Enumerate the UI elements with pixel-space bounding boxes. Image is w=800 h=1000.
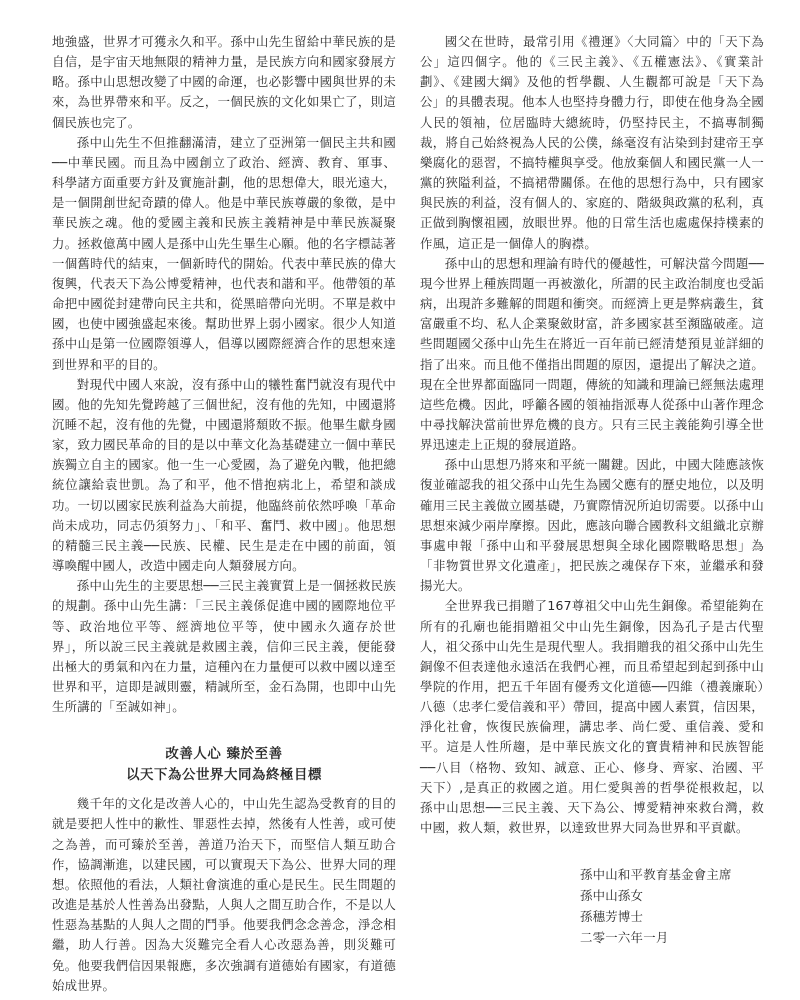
paragraph-bronze-statues: 全世界我已捐贈了167尊祖父中山先生銅像。希望能夠在所有的孔廟也能捐贈祖父中山先生銅像，因為孔子是古代聖人，祖父孫中山先生是現代聖人。我捐贈我的祖父孫中山先生銅像不但表達他永遠活在我們心裡，而且希望起到起到孫中山學院的作用，把五千年固有優秀文化道德──四維（禮義廉恥）八德（忠孝仁愛信義和平）帶回，提高中國人素質，信因果，淨化社會，恢復民族倫理，講忠孝、尚仁愛、重信義、愛和平。這是人性所趨，是中華民族文化的寶貴精神和民族智能──八目（格物、致知、誠意、正心、修身、齊家、治國、平天下）,是真正的救國之道。用仁愛與善的哲學從根救起，以孫中山思想──三民主義、天下為公、博愛精神來救台灣，救中國，救人類，救世界，以達致世界大同為世界和平貢獻。: [420, 598, 764, 836]
signature-name: 孫穗芳博士: [580, 909, 644, 925]
signature-relation: 孫中山孫女: [580, 888, 644, 904]
paragraph-continued: 地強盛，世界才可獲永久和平。孫中山先生留給中華民族的是自信，是宇宙天地無限的精神力量，是民族方向和國家發展方略。孫中山思想改變了中國的命運，也必影響中國與世界的未來，為世界帶來和平。反之，一個民族的文化如果亡了，則這個民族也完了。: [52, 34, 396, 130]
right-column: [420, 32, 764, 948]
signature-title: 孫中山和平教育基金會主席: [580, 867, 732, 883]
signature-block: [420, 864, 764, 948]
paragraph-three-principles: 孫中山先生的主要思想──三民主義實質上是一個拯救民族的規劃。孫中山先生講：「三民主義係促進中國的國際地位平等、政治地位平等、經濟地位平等，使中國永久適存於世界」，所以說三民主義就是救國主義，信仰三民主義，便能發出極大的勇氣和內在力量，這種內在力量便可以救中國以達至世界和平，這即是誠則靈，精誠所至，金石為開，也即中山先生所講的「至誠如神」。: [52, 578, 396, 715]
paragraph-peaceful-unification: 孫中山思想乃將來和平統一關鍵。因此，中國大陸應該恢復並確認我的祖父孫中山先生為國父應有的歷史地位，以及明確用三民主義做立國基礎，乃實際情況所迫切需要。以孫中山思想來減少兩岸摩擦。因此，應該向聯合國教科文組織北京辦事處申報「孫中山和平發展思想與全球化國際戰略思想」為「非物質世界文化遺產」，把民族之魂保存下來，並繼承和發揚光大。: [420, 457, 764, 594]
paragraph-modern-relevance: 孫中山的思想和理論有時代的優越性，可解決當今問題──現今世界上種族問題一再被激化，所謂的民主政治制度也受詬病，出現許多難解的問題和衝突。而經濟上更是弊病叢生，貧富嚴重不均、私人企業聚斂財富，許多國家甚至瀕臨破產。這些問題國父孫中山先生在將近一百年前已經清楚預見並詳細的指了出來。而且他不僅指出問題的原因，還提出了解決之道。現在全世界都面臨同一問題，傳統的知識和理論已經無法處理這些危機。因此，呼籲各國的領袖指派專人從孫中山著作理念中尋找解決當前世界危機的良方。只有三民主義能夠引導全世界迅速走上正規的發展道路。: [420, 255, 764, 453]
signature-date: 二零一六年一月: [580, 930, 669, 946]
paragraph-sun-yatsen-republic: 孫中山先生不但推翻滿清，建立了亞洲第一個民主共和國──中華民國。而且為中國創立了政治、經濟、教育、軍事、科學諸方面重要方針及實施計劃，他的思想偉大，眼光遠大，是一個開創世紀奇蹟的偉人。他是中華民族尊嚴的象徵，是中華民族之魂。他的愛國主義和民族主義精神是中華民族凝聚力。拯救億萬中國人是孫中山先生畢生心願。他的名字標誌著一個舊時代的結束，一個新時代的開始。代表中華民族的偉大復興，代表天下為公博愛精神，也代表和諧和平。他帶領的革命把中國從封建帶向民主共和，從黑暗帶向光明。不單是救中國，也使中國強盛起來後。幫助世界上弱小國家。很少人知道孫中山是第一位國際領導人，倡導以國際經濟合作的思想來達到世界和平的目的。: [52, 134, 396, 372]
paragraph-improve-heart: 幾千年的文化是改善人心的，中山先生認為受教育的目的就是要把人性中的歉性、罪惡性去掉，然後有人性善，或可使之為善，而可臻於至善，善道乃治天下，而堅信人類互助合作，協調漸進，以建民國，可以實現天下為公、世界大同的理想。依照他的看法，人類社會演進的重心是民生。民生問題的改進是基於人性善為出發點，人與人之間互助合作，不是以人性惡為基點的人與人之間的鬥爭。他要我們念念善念，淨念相繼，助人行善。因為大災難完全看人心改惡為善，則災難可免。他要我們信因果報應，多次強調有道德始有國家，有道德始成世界。: [52, 796, 396, 993]
paragraph-tianxia-weigong: 國父在世時，最常引用《禮運》〈大同篇〉中的「天下為公」這四個字。他的《三民主義》、《五權憲法》、《實業計劃》、《建國大綱》及他的哲學觀、人生觀都可說是「天下為公」的具體表現。他本人也堅持身體力行，即使在他身為全國人民的領袖，位居臨時大總統時，仍堅持民主，不搞專制獨裁，將自己始終視為人民的公僕，絲毫沒有沾染到封建帝王享樂腐化的惡習，不搞特權與享受。他放棄個人和國民黨一人一黨的狹隘利益，不搞裙帶關係。在他的思想行為中，只有國家與民族的利益，沒有個人的、家庭的、階級與政黨的私利，真正做到胸懷祖國，放眼世界。他的日常生活也處處保持樸素的作風，這正是一個偉人的胸襟。: [420, 34, 764, 251]
section-heading-line-1: 改善人心 臻於至善: [165, 747, 283, 763]
left-column: [52, 32, 396, 996]
section-heading-line-2: 以天下為公世界大同為終極目標: [126, 768, 322, 784]
section-heading: [52, 744, 396, 786]
paragraph-modern-china: 對現代中國人來說，沒有孫中山的犧牲奮鬥就沒有現代中國。他的先知先覺跨越了三個世紀，沒有他的先知，中國還將沉睡不起，沒有他的先覺，中國還將頹敗不振。他畢生獻身國家，致力國民革命的目的是以中華文化為基礎建立一個中華民族獨立自主的國家。他一生一心愛國，為了避免內戰，他把總統位讓給袁世凱。為了和平，他不惜抱病北上，希望和談成功。一切以國家民族利益為大前提，他臨終前依然呼喚「革命尚未成功，同志仍須努力」、「和平、奮鬥、救中國」。他思想的精髓三民主義──民族、民權、民生是走在中國的前面，領導喚醒中國人，改造中國走向人類發展方向。: [52, 376, 396, 574]
